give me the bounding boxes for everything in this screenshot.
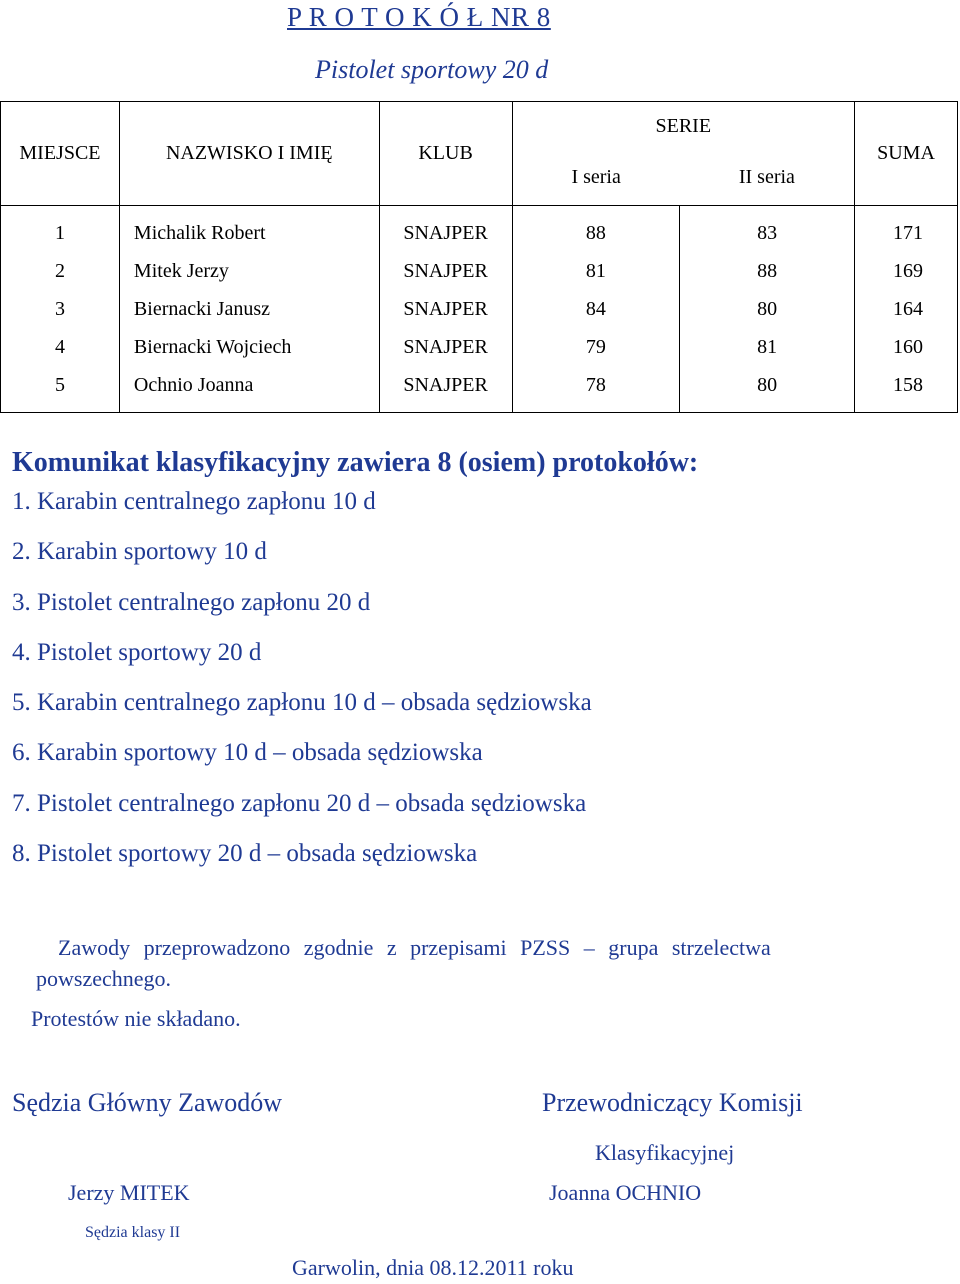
list-item: 3. Pistolet centralnego zapłonu 20 d	[12, 588, 371, 616]
header-seria-2: II seria	[680, 150, 855, 206]
cell-place: 4	[1, 328, 120, 366]
cell-place: 3	[1, 290, 120, 328]
commission-chair-subtitle: Klasyfikacyjnej	[595, 1140, 735, 1165]
list-item: 8. Pistolet sportowy 20 d – obsada sędziowska	[12, 840, 478, 868]
cell-seria-2: 80	[680, 366, 855, 413]
cell-sum: 169	[855, 252, 958, 290]
header-seria-1: I seria	[512, 150, 680, 206]
komunikat-heading: Komunikat klasyfikacyjny zawiera 8 (osiem) protokołów:	[12, 447, 699, 478]
cell-seria-2: 81	[680, 328, 855, 366]
table-row	[1, 290, 958, 328]
cell-sum: 171	[855, 206, 958, 253]
cell-place: 2	[1, 252, 120, 290]
protests-note: Protestów nie składano.	[31, 1006, 241, 1031]
header-serie: SERIE	[512, 102, 854, 151]
place-date: Garwolin, dnia 08.12.2011 roku	[292, 1255, 574, 1280]
table-row	[1, 206, 958, 253]
list-item: 4. Pistolet sportowy 20 d	[12, 638, 262, 666]
cell-place: 5	[1, 366, 120, 413]
cell-seria-2: 83	[680, 206, 855, 253]
rules-note-continuation: powszechnego.	[36, 966, 172, 991]
cell-name: Michalik Robert	[119, 206, 379, 253]
cell-seria-2: 80	[680, 290, 855, 328]
cell-sum: 160	[855, 328, 958, 366]
list-item: 6. Karabin sportowy 10 d – obsada sędziowska	[12, 739, 483, 767]
header-suma: SUMA	[855, 102, 958, 206]
table-row	[1, 366, 958, 413]
chief-judge-rank: Sędzia klasy II	[85, 1224, 181, 1241]
cell-club: SNAJPER	[379, 290, 512, 328]
cell-seria-1: 84	[512, 290, 680, 328]
cell-name: Biernacki Janusz	[119, 290, 379, 328]
cell-seria-1: 88	[512, 206, 680, 253]
header-nazwisko: NAZWISKO I IMIĘ	[119, 102, 379, 206]
competition-name: Pistolet sportowy 20 d	[315, 55, 549, 84]
table-row	[1, 252, 958, 290]
cell-sum: 158	[855, 366, 958, 413]
cell-name: Mitek Jerzy	[119, 252, 379, 290]
rules-note: Zawody przeprowadzono zgodnie z przepisami PZSS – grupa strzelectwa	[58, 935, 771, 960]
protocol-list	[12, 484, 592, 886]
cell-name: Ochnio Joanna	[119, 366, 379, 413]
chief-judge-name: Jerzy MITEK	[68, 1180, 190, 1205]
cell-seria-1: 81	[512, 252, 680, 290]
page-title: P R O T O K Ó Ł NR 8	[287, 2, 551, 32]
cell-club: SNAJPER	[379, 206, 512, 253]
cell-seria-2: 88	[680, 252, 855, 290]
commission-chair-name: Joanna OCHNIO	[549, 1180, 702, 1205]
commission-chair-title: Przewodniczący Komisji	[542, 1088, 803, 1117]
cell-seria-1: 78	[512, 366, 680, 413]
header-klub: KLUB	[379, 102, 512, 206]
list-item: 1. Karabin centralnego zapłonu 10 d	[12, 488, 376, 515]
chief-judge-title: Sędzia Główny Zawodów	[12, 1088, 283, 1117]
list-item: 5. Karabin centralnego zapłonu 10 d – obsada sędziowska	[12, 689, 592, 717]
cell-name: Biernacki Wojciech	[119, 328, 379, 366]
results-table	[0, 101, 958, 413]
cell-club: SNAJPER	[379, 328, 512, 366]
table-row	[1, 328, 958, 366]
list-item: 7. Pistolet centralnego zapłonu 20 d – obsada sędziowska	[12, 789, 587, 817]
list-item: 2. Karabin sportowy 10 d	[12, 538, 267, 566]
cell-club: SNAJPER	[379, 252, 512, 290]
cell-seria-1: 79	[512, 328, 680, 366]
cell-club: SNAJPER	[379, 366, 512, 413]
cell-place: 1	[1, 206, 120, 253]
cell-sum: 164	[855, 290, 958, 328]
header-miejsce: MIEJSCE	[1, 102, 120, 206]
